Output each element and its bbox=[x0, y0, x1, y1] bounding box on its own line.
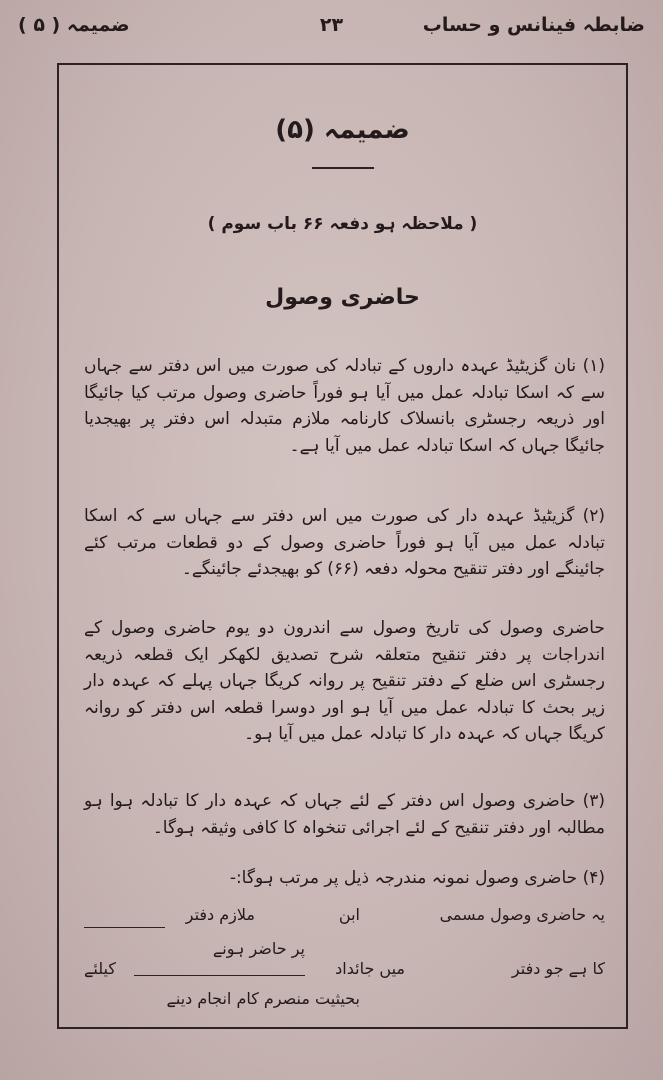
running-header bbox=[18, 8, 645, 48]
page-number: ۲۳ bbox=[319, 14, 344, 36]
form-row-4 bbox=[84, 989, 605, 1017]
section-reference: ( ملاحظہ ہو دفعہ ۶۶ باب سوم ) bbox=[207, 214, 478, 234]
form-text-name: یہ حاضری وصول مسمی bbox=[439, 905, 605, 924]
book-title: ضابطہ فینانس و حساب bbox=[422, 14, 645, 36]
appendix-label: ضمیمہ ( ۵ ) bbox=[18, 14, 130, 36]
form-row-1 bbox=[84, 905, 605, 933]
form-text-employee: ملازم دفتر bbox=[185, 905, 255, 924]
appendix-title: ضمیمہ (۵) bbox=[275, 115, 410, 145]
paragraph-1: (۱) نان گزیٹیڈ عہدہ داروں کے تبادلہ کی صورت میں اس دفتر سے جہاں سے کہ اسکا تبادلہ عمل میں آیا ہو فوراً حاضری وصول مرتب کیا جائیگا اور ذریعہ رجسٹری بانسلاک کارنامہ ملازم متبدلہ اس دفتر پر بھیجدیا جائیگا جہاں کہ اسکا تبادلہ عمل میں آیا ہے۔ bbox=[84, 356, 605, 456]
paragraph-4: (۳) حاضری وصول اس دفتر کے لئے جہاں کہ عہدہ دار کا تبادلہ ہوا ہو مطالبہ اور دفتر تنقیح کے لئے اجرائی تنخواہ کا کافی وثیقہ ہوگا۔ bbox=[84, 791, 605, 838]
paragraph-5: (۴) حاضری وصول نمونہ مندرجہ ذیل پر مرتب ہوگا:- bbox=[229, 868, 605, 888]
paragraph-2: (۲) گزیٹیڈ عہدہ دار کی صورت میں اس دفتر سے جہاں سے کہ اسکا تبادلہ عمل میں آیا ہو فوراً حاضری وصول کے دو قطعات مرتب کئے جائینگے اور دفتر تنقیح محولہ دفعہ (۶۶) کو بھیجدئے جائینگے۔ bbox=[84, 506, 605, 579]
title-underline bbox=[312, 167, 374, 169]
form-row-3 bbox=[84, 959, 605, 987]
paragraph-3: حاضری وصول کی تاریخ وصول سے اندرون دو یوم حاضری وصول کے اندراجات پر دفتر تنقیح متعلقہ شرح تصدیق لکھکر ایک قطعہ ذریعہ رجسٹری اس ضلع کے دفتر تنقیح پر روانہ کریگا جہاں پہلے کہ عہدہ دار زیر بحث کا تبادلہ عمل میں آیا ہو اور دوسرا قطعہ اس دفتر کو روانہ کریگا جہاں کہ عہدہ دار کا تبادلہ عمل میں آیا ہو۔ bbox=[84, 618, 605, 744]
form-text-capacity: بحیثیت منصرم کام انجام دینے bbox=[166, 989, 360, 1008]
form-text-for: کیلئے bbox=[84, 959, 116, 978]
form-text-reporting: پر حاضر ہونے bbox=[212, 939, 305, 958]
section-heading: حاضری وصول bbox=[265, 285, 420, 310]
form-blank-1 bbox=[84, 927, 165, 928]
form-text-son-of: ابن bbox=[338, 905, 360, 924]
form-text-post: میں جائداد bbox=[335, 959, 405, 978]
form-blank-2 bbox=[134, 975, 305, 976]
form-text-office: کا ہے جو دفتر bbox=[511, 959, 605, 978]
